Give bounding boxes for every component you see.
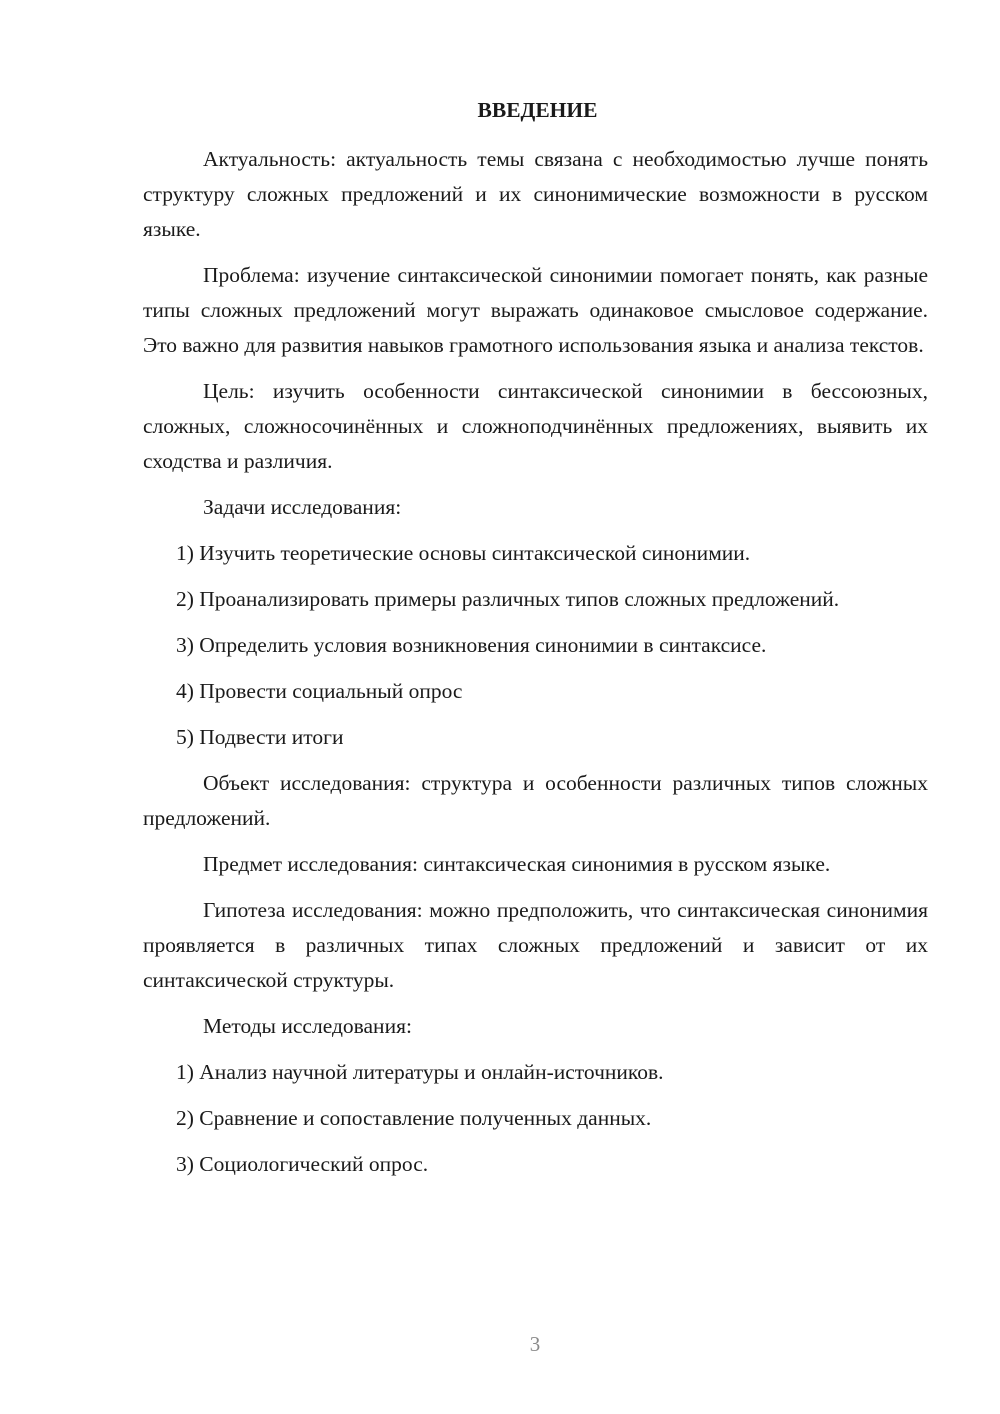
method-item-3: 3) Социологический опрос. xyxy=(176,1152,429,1176)
object-paragraph: Объект исследования: структура и особенности различных типов сложных предложений. xyxy=(143,771,928,830)
task-item-1: 1) Изучить теоретические основы синтаксической синонимии. xyxy=(176,541,751,565)
goal-paragraph: Цель: изучить особенности синтаксической синонимии в бессоюзных, сложных, сложносочинённых и сложноподчинённых предложениях, выявить их сходства и различия. xyxy=(143,379,928,473)
task-item-4: 4) Провести социальный опрос xyxy=(176,679,463,703)
hypothesis-paragraph: Гипотеза исследования: можно предположить, что синтаксическая синонимия проявляется в различных типах сложных предложений и зависит от их синтаксической структуры. xyxy=(143,898,928,992)
methods-heading: Методы исследования: xyxy=(203,1014,412,1038)
task-item-5: 5) Подвести итоги xyxy=(176,725,344,749)
method-item-1: 1) Анализ научной литературы и онлайн-источников. xyxy=(176,1060,664,1084)
relevance-paragraph: Актуальность: актуальность темы связана с необходимостью лучше понять структуру сложных предложений и их синонимические возможности в русском языке. xyxy=(143,147,928,241)
problem-paragraph: Проблема: изучение синтаксической синонимии помогает понять, как разные типы сложных предложений могут выражать одинаковое смысловое содержание. Это важно для развития навыков грамотного использования языка и анализа текстов. xyxy=(143,263,928,357)
tasks-heading: Задачи исследования: xyxy=(203,495,402,519)
page-title: ВВЕДЕНИЕ xyxy=(477,98,598,122)
task-item-3: 3) Определить условия возникновения синонимии в синтаксисе. xyxy=(176,633,767,657)
page-number: 3 xyxy=(529,1332,541,1356)
subject-paragraph: Предмет исследования: синтаксическая синонимия в русском языке. xyxy=(203,852,831,876)
method-item-2: 2) Сравнение и сопоставление полученных данных. xyxy=(176,1106,652,1130)
document-page xyxy=(143,95,928,1193)
task-item-2: 2) Проанализировать примеры различных типов сложных предложений. xyxy=(176,587,840,611)
